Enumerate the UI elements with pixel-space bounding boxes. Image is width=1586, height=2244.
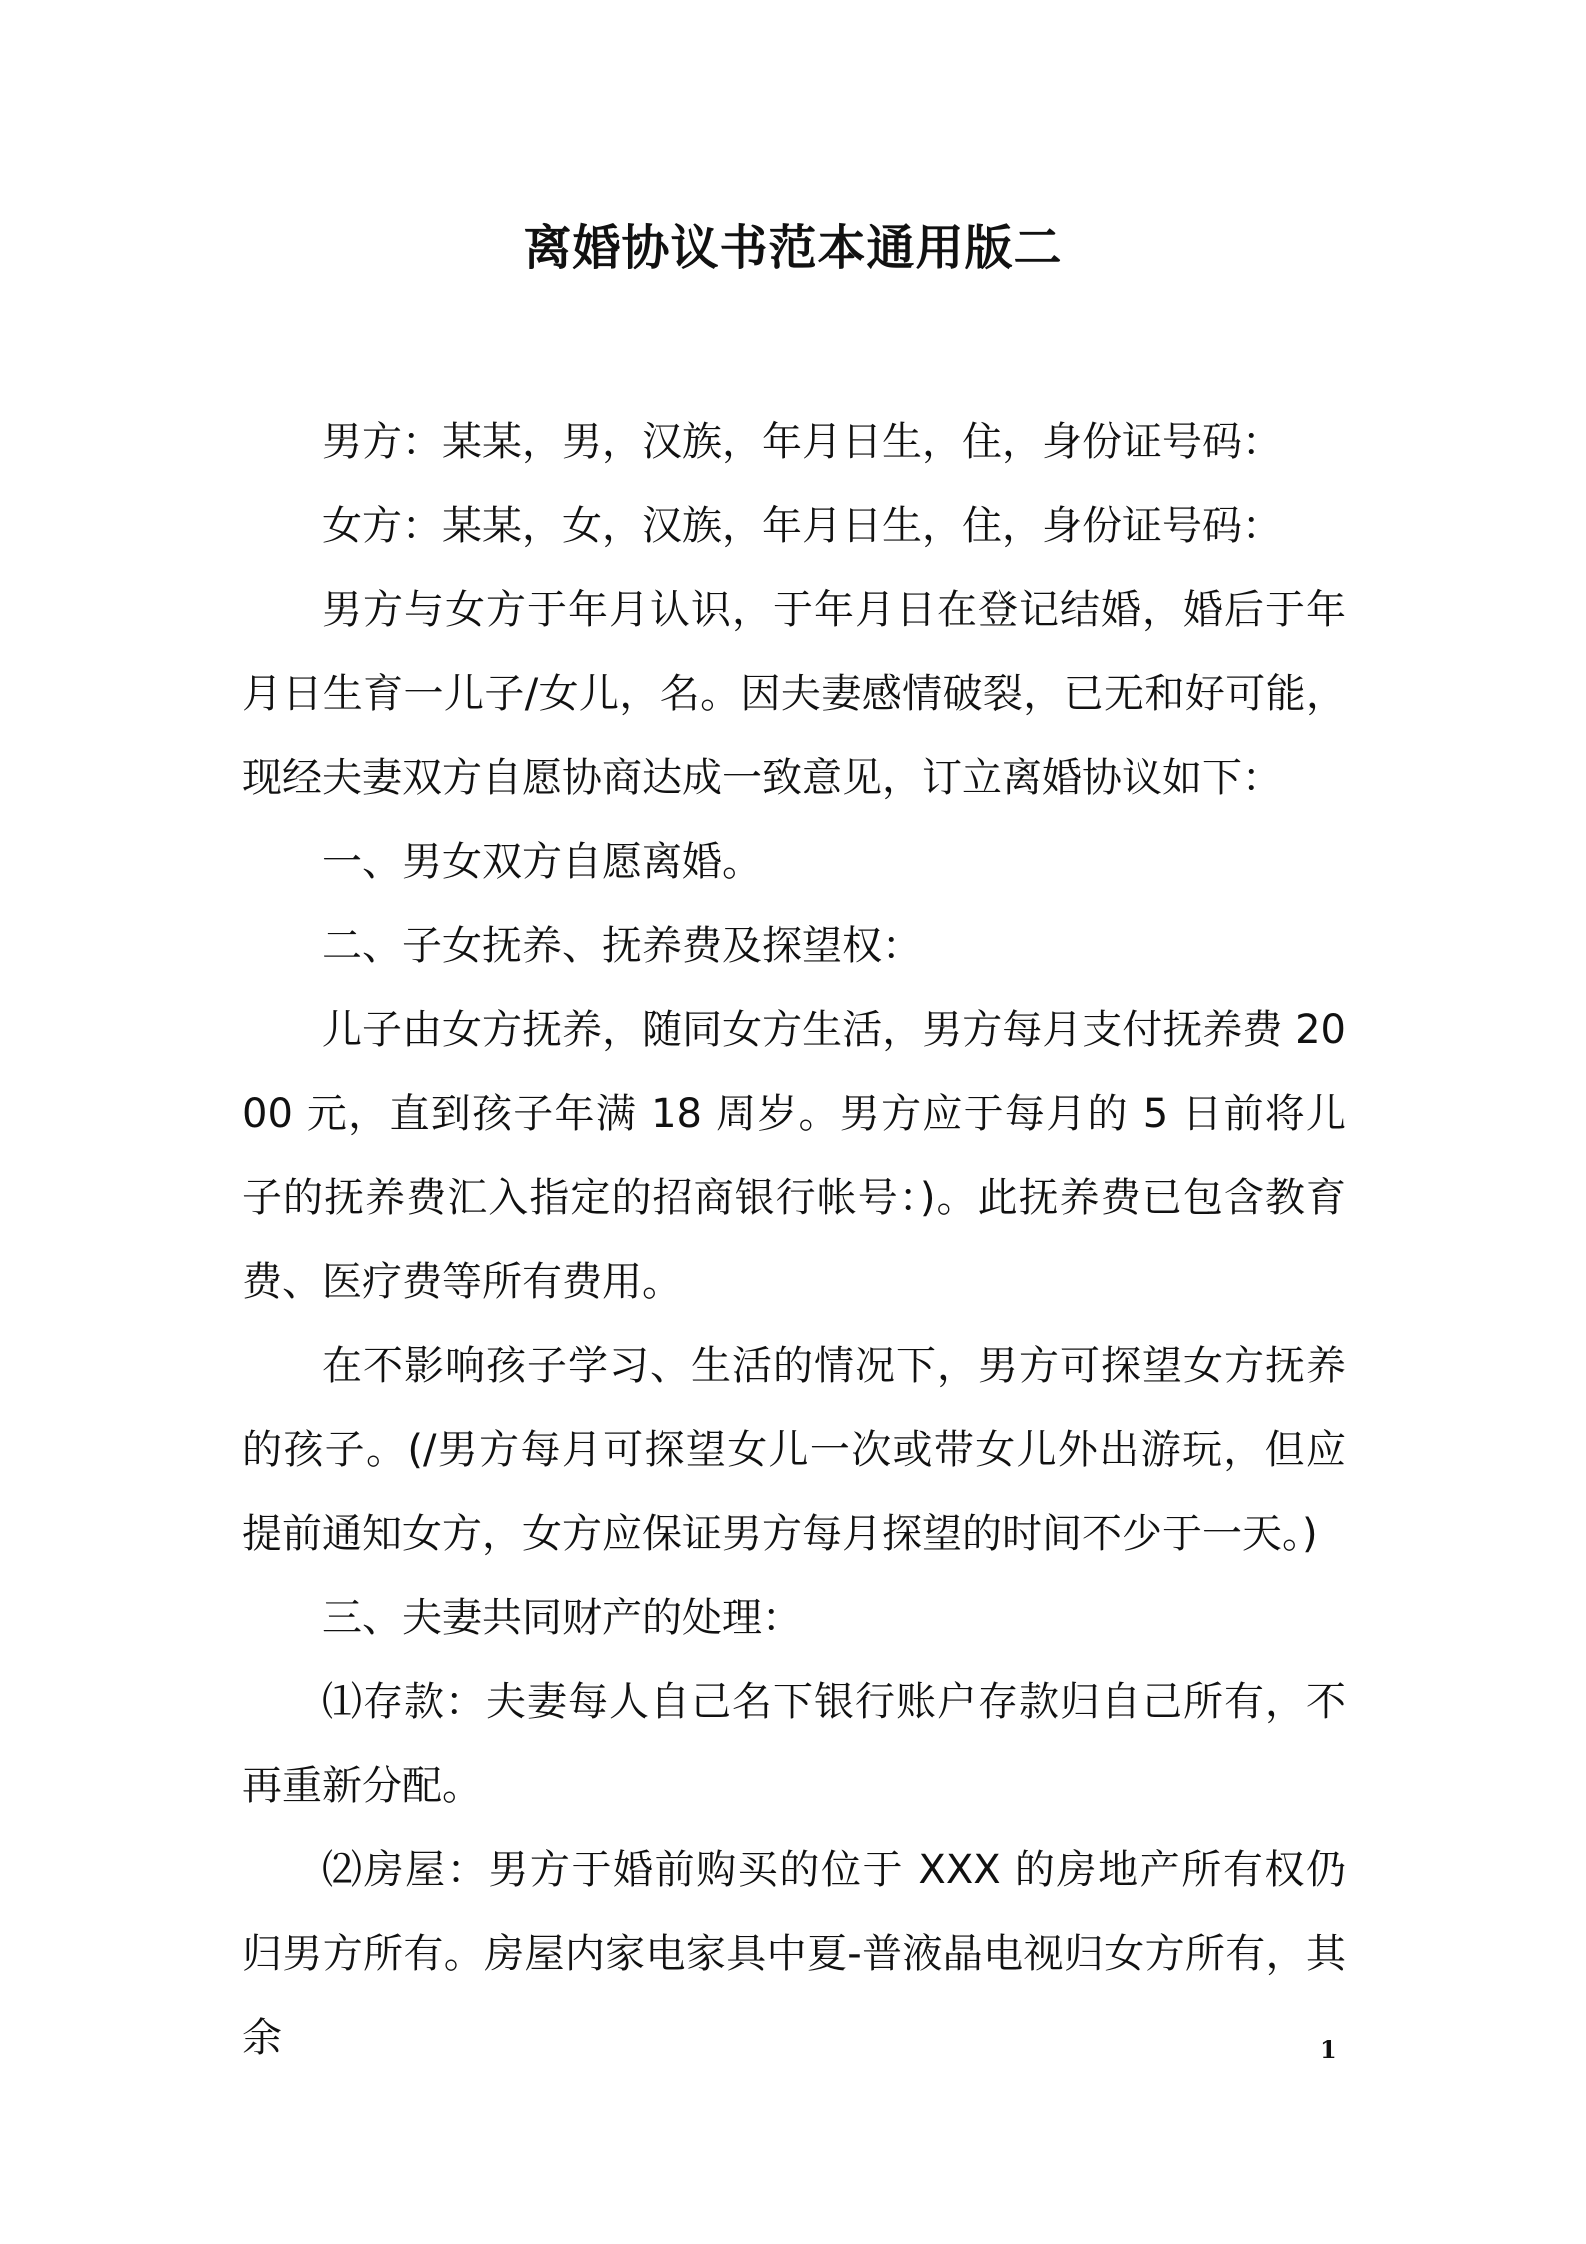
document-title: 离婚协议书范本通用版二 [523, 220, 1063, 276]
paragraph-clause-2-heading: 二、子女抚养、抚养费及探望权： [322, 923, 922, 969]
document-body [242, 400, 1346, 2080]
paragraph-male-party: 男方：某某，男，汉族，年月日生，住，身份证号码： [322, 419, 1282, 465]
paragraph-female-party: 女方：某某，女，汉族，年月日生，住，身份证号码： [322, 503, 1282, 549]
paragraph-child-support: 儿子由女方抚养，随同女方生活，男方每月支付抚养费 2000 元，直到孩子年满 18 周岁。男方应于每月的 5 日前将儿子的抚养费汇入指定的招商银行帐号：)。此抚养费已包含教育费、医疗费等所有费用。 [242, 1007, 1346, 1305]
paragraph-clause-1: 一、男女双方自愿离婚。 [322, 839, 762, 885]
paragraph-deposits: ⑴存款：夫妻每人自己名下银行账户存款归自己所有，不再重新分配。 [242, 1679, 1346, 1809]
paragraph-house: ⑵房屋：男方于婚前购买的位于 XXX 的房地产所有权仍归男方所有。房屋内家电家具中夏-普液晶电视归女方所有，其余 [242, 1847, 1346, 2061]
page-number: 1 [1320, 2035, 1337, 2064]
paragraph-visitation: 在不影响孩子学习、生活的情况下，男方可探望女方抚养的孩子。(/男方每月可探望女儿一次或带女儿外出游玩，但应提前通知女方，女方应保证男方每月探望的时间不少于一天。) [242, 1343, 1346, 1557]
paragraph-clause-3-heading: 三、夫妻共同财产的处理： [322, 1595, 802, 1641]
paragraph-background: 男方与女方于年月认识，于年月日在登记结婚，婚后于年月日生育一儿子/女儿，名。因夫妻感情破裂，已无和好可能，现经夫妻双方自愿协商达成一致意见，订立离婚协议如下： [242, 587, 1346, 801]
